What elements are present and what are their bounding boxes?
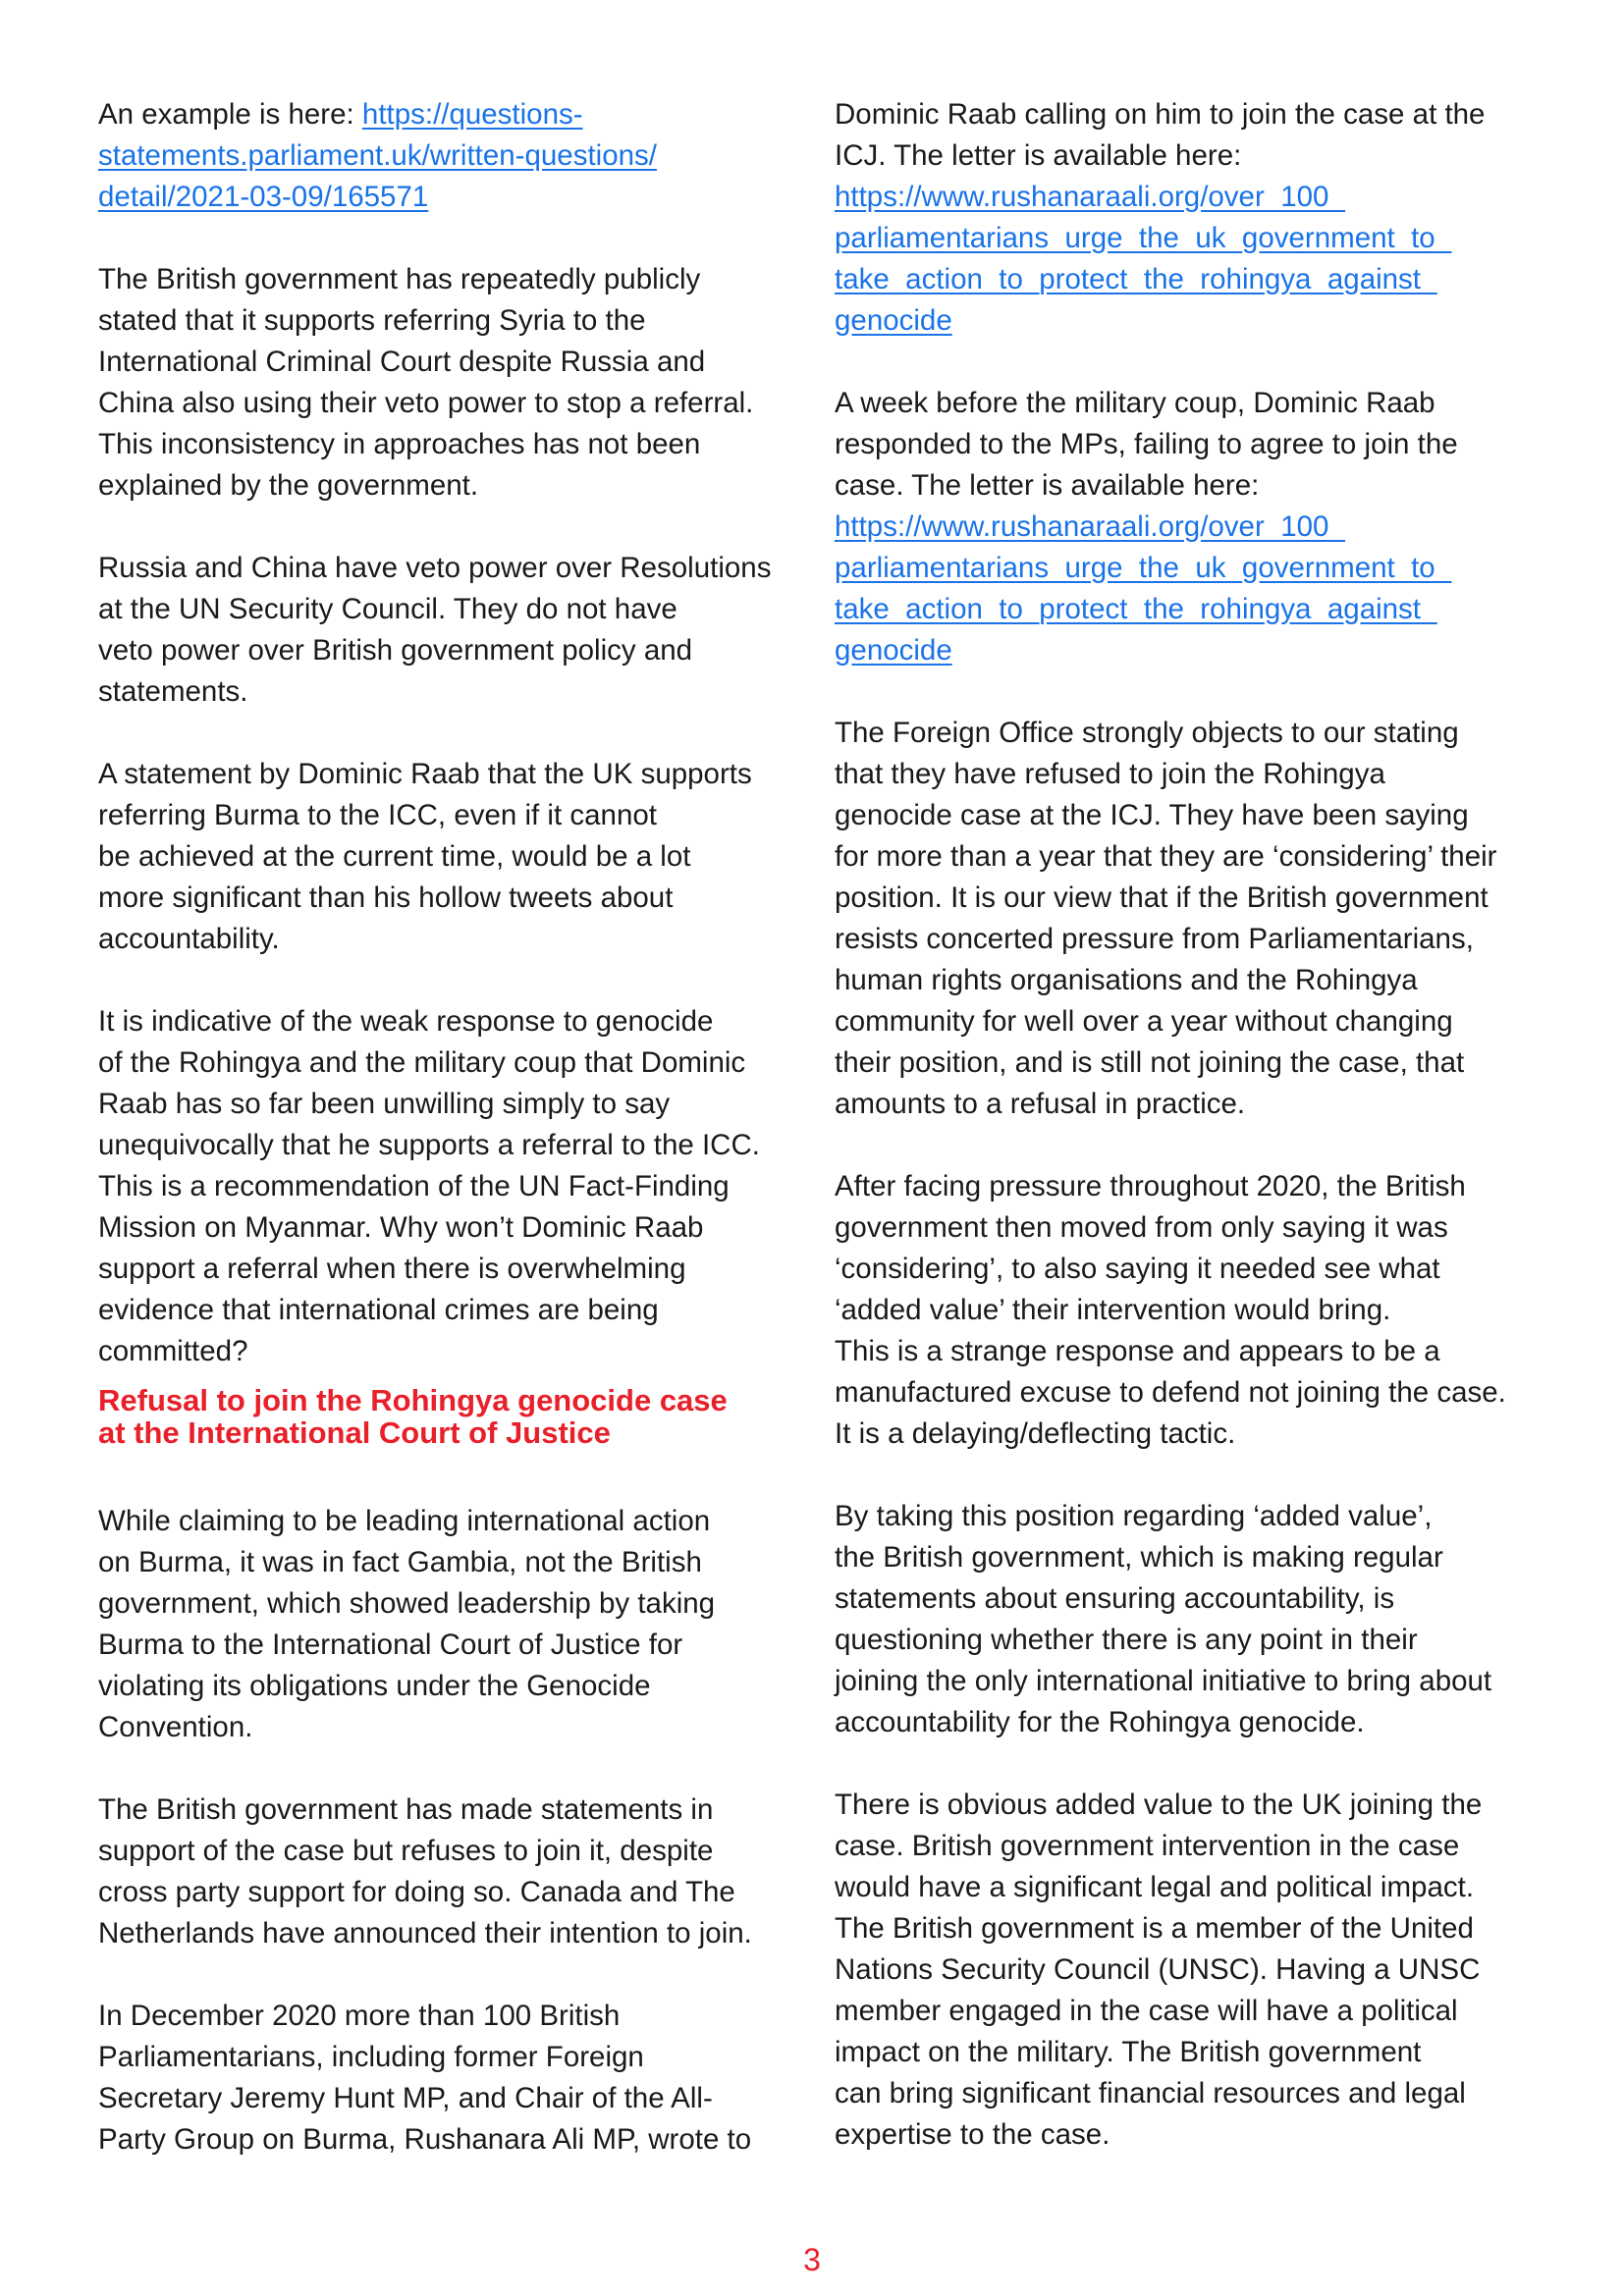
paragraph-gap — [98, 713, 810, 754]
text-line: human rights organisations and the Rohingya — [835, 964, 1418, 996]
paragraph-gap — [98, 1449, 810, 1501]
text-line: responded to the MPs, failing to agree to join the — [835, 428, 1458, 460]
parliament-question-link[interactable]: detail/2021-03-09/165571 — [98, 181, 429, 213]
rushanara-letter-link[interactable]: parliamentarians_urge_the_uk_government_to_ — [835, 552, 1452, 584]
left-column — [98, 94, 810, 2161]
text-line: China also using their veto power to stop a referral. — [98, 387, 754, 419]
text-line: resists concerted pressure from Parliamentarians, — [835, 923, 1474, 955]
paragraph-gap — [98, 218, 810, 259]
paragraph-gambia — [98, 1501, 810, 1748]
paragraph-support — [98, 1789, 810, 1954]
text-line: violating its obligations under the Genocide — [98, 1670, 651, 1702]
text-line: Convention. — [98, 1711, 253, 1743]
text-line: be achieved at the current time, would be a lot — [98, 840, 691, 873]
text-line: A statement by Dominic Raab that the UK supports — [98, 758, 752, 790]
paragraph-statement — [98, 754, 810, 960]
rushanara-letter-link[interactable]: take_action_to_protect_the_rohingya_against_ — [835, 593, 1437, 625]
text-line: position. It is our view that if the British government — [835, 881, 1489, 914]
text-line: It is indicative of the weak response to genocide — [98, 1005, 714, 1038]
text-line: Netherlands have announced their intention to join. — [98, 1917, 752, 1949]
paragraph-veto — [98, 548, 810, 713]
intro-label: An example is here: — [98, 98, 362, 131]
text-line: The British government has repeatedly publicly — [98, 263, 701, 295]
text-line: Russia and China have veto power over Resolutions — [98, 552, 772, 584]
text-line: It is a delaying/deflecting tactic. — [835, 1417, 1236, 1450]
right-column — [835, 94, 1546, 2156]
text-line: A week before the military coup, Dominic Raab — [835, 387, 1435, 419]
text-line: The British government is a member of the United — [835, 1912, 1474, 1945]
paragraph-gap — [835, 671, 1546, 713]
text-line: on Burma, it was in fact Gambia, not the British — [98, 1546, 702, 1578]
paragraph-gap — [835, 342, 1546, 383]
parliament-question-link-line[interactable] — [98, 177, 810, 218]
paragraph-gap — [98, 1748, 810, 1789]
rushanara-letter-link[interactable]: parliamentarians_urge_the_uk_government_to_ — [835, 222, 1452, 254]
text-line: for more than a year that they are ‘considering’ their — [835, 840, 1497, 873]
text-line: The Foreign Office strongly objects to our stating — [835, 717, 1459, 749]
paragraph-gap — [98, 1954, 810, 1996]
section-heading — [98, 1384, 810, 1449]
rushanara-letter-link[interactable]: genocide — [835, 634, 952, 667]
text-line: ‘considering’, to also saying it needed see what — [835, 1253, 1440, 1285]
text-line: case. The letter is available here: — [835, 469, 1260, 502]
paragraph-gap — [835, 1455, 1546, 1496]
text-line: would have a significant legal and political impact. — [835, 1871, 1475, 1903]
text-line: their position, and is still not joining the case, that — [835, 1046, 1465, 1079]
text-line: cross party support for doing so. Canada and The — [98, 1876, 735, 1908]
text-line: government then moved from only saying it was — [835, 1211, 1448, 1244]
parliament-question-link[interactable]: statements.parliament.uk/written-questions/ — [98, 139, 657, 172]
paragraph-pressure — [835, 1166, 1546, 1455]
rushanara-letter-link[interactable]: https://www.rushanaraali.org/over_100_ — [835, 510, 1345, 543]
text-line: Party Group on Burma, Rushanara Ali MP, wrote to — [98, 2123, 752, 2156]
text-line: In December 2020 more than 100 British — [98, 2000, 621, 2032]
paragraph-gap — [98, 960, 810, 1001]
text-line: Parliamentarians, including former Foreign — [98, 2041, 644, 2073]
text-line: accountability for the Rohingya genocide. — [835, 1706, 1365, 1738]
text-line: amounts to a refusal in practice. — [835, 1088, 1246, 1120]
text-line: committed? — [98, 1335, 248, 1367]
text-line: community for well over a year without changing — [835, 1005, 1453, 1038]
text-line: By taking this position regarding ‘added value’, — [835, 1500, 1433, 1532]
text-line: The British government has made statements in — [98, 1793, 714, 1826]
text-line: stated that it supports referring Syria to the — [98, 304, 646, 337]
paragraph-foreign-office — [835, 713, 1546, 1125]
text-line: This is a strange response and appears to be a — [835, 1335, 1440, 1367]
text-line: support of the case but refuses to join it, despite — [98, 1835, 714, 1867]
text-line: explained by the government. — [98, 469, 479, 502]
text-line: While claiming to be leading international action — [98, 1505, 711, 1537]
paragraph-gap — [98, 507, 810, 548]
rushanara-letter-link[interactable]: take_action_to_protect_the_rohingya_against_ — [835, 263, 1437, 295]
parliament-question-link[interactable]: https://questions- — [361, 98, 583, 131]
section-heading-line: Refusal to join the Rohingya genocide case — [98, 1383, 728, 1417]
text-line: manufactured excuse to defend not joining the case. — [835, 1376, 1506, 1409]
section-heading-line: at the International Court of Justice — [98, 1415, 611, 1450]
text-line: impact on the military. The British government — [835, 2036, 1422, 2068]
text-line: expertise to the case. — [835, 2118, 1110, 2151]
text-line: referring Burma to the ICC, even if it cannot — [98, 799, 657, 831]
intro-line — [98, 94, 810, 135]
text-line: Nations Security Council (UNSC). Having a UNSC — [835, 1953, 1481, 1986]
paragraph-indicative — [98, 1001, 810, 1372]
text-line: Raab has so far been unwilling simply to say — [98, 1088, 671, 1120]
text-line: government, which showed leadership by taking — [98, 1587, 716, 1620]
text-line: ‘added value’ their intervention would bring. — [835, 1294, 1391, 1326]
text-line: Mission on Myanmar. Why won’t Dominic Raab — [98, 1211, 704, 1244]
paragraph-december — [98, 1996, 810, 2161]
text-line: After facing pressure throughout 2020, the British — [835, 1170, 1466, 1202]
text-line: can bring significant financial resources and legal — [835, 2077, 1466, 2109]
text-line: International Criminal Court despite Russia and — [98, 346, 706, 378]
text-line: questioning whether there is any point in their — [835, 1624, 1418, 1656]
text-line: joining the only international initiative to bring about — [835, 1665, 1492, 1697]
text-line: statements about ensuring accountability, is — [835, 1582, 1395, 1615]
text-line: Burma to the International Court of Justice for — [98, 1629, 683, 1661]
text-line: the British government, which is making regular — [835, 1541, 1443, 1574]
text-line: genocide case at the ICJ. They have been saying — [835, 799, 1469, 831]
paragraph-gap — [835, 1743, 1546, 1785]
rushanara-letter-link-1[interactable] — [835, 177, 1546, 342]
rushanara-letter-link[interactable]: genocide — [835, 304, 952, 337]
text-line: unequivocally that he supports a referral to the ICC. — [98, 1129, 760, 1161]
paragraph-gap — [835, 1125, 1546, 1166]
text-line: This inconsistency in approaches has not been — [98, 428, 701, 460]
rushanara-letter-link-2[interactable] — [835, 507, 1546, 671]
text-line: accountability. — [98, 923, 280, 955]
text-line: There is obvious added value to the UK joining the — [835, 1789, 1483, 1821]
paragraph-letter — [835, 94, 1546, 177]
text-line: support a referral when there is overwhelming — [98, 1253, 686, 1285]
text-line: statements. — [98, 675, 248, 708]
text-line: veto power over British government policy and — [98, 634, 693, 667]
parliament-question-link-line[interactable] — [98, 135, 810, 177]
text-line: case. British government intervention in the case — [835, 1830, 1460, 1862]
paragraph-added-value — [835, 1496, 1546, 1743]
text-line: more significant than his hollow tweets about — [98, 881, 674, 914]
text-line: ICJ. The letter is available here: — [835, 139, 1242, 172]
text-line: at the UN Security Council. They do not have — [98, 593, 677, 625]
text-line: Dominic Raab calling on him to join the case at the — [835, 98, 1486, 131]
text-line: that they have refused to join the Rohingya — [835, 758, 1385, 790]
text-line: evidence that international crimes are being — [98, 1294, 659, 1326]
page-number: 3 — [803, 2242, 821, 2277]
paragraph-syria — [98, 259, 810, 507]
paragraph-week — [835, 383, 1546, 507]
text-line: This is a recommendation of the UN Fact-Finding — [98, 1170, 730, 1202]
paragraph-obvious — [835, 1785, 1546, 2156]
text-line: Secretary Jeremy Hunt MP, and Chair of the All- — [98, 2082, 713, 2114]
text-line: of the Rohingya and the military coup that Dominic — [98, 1046, 746, 1079]
rushanara-letter-link[interactable]: https://www.rushanaraali.org/over_100_ — [835, 181, 1345, 213]
text-line: member engaged in the case will have a political — [835, 1995, 1458, 2027]
